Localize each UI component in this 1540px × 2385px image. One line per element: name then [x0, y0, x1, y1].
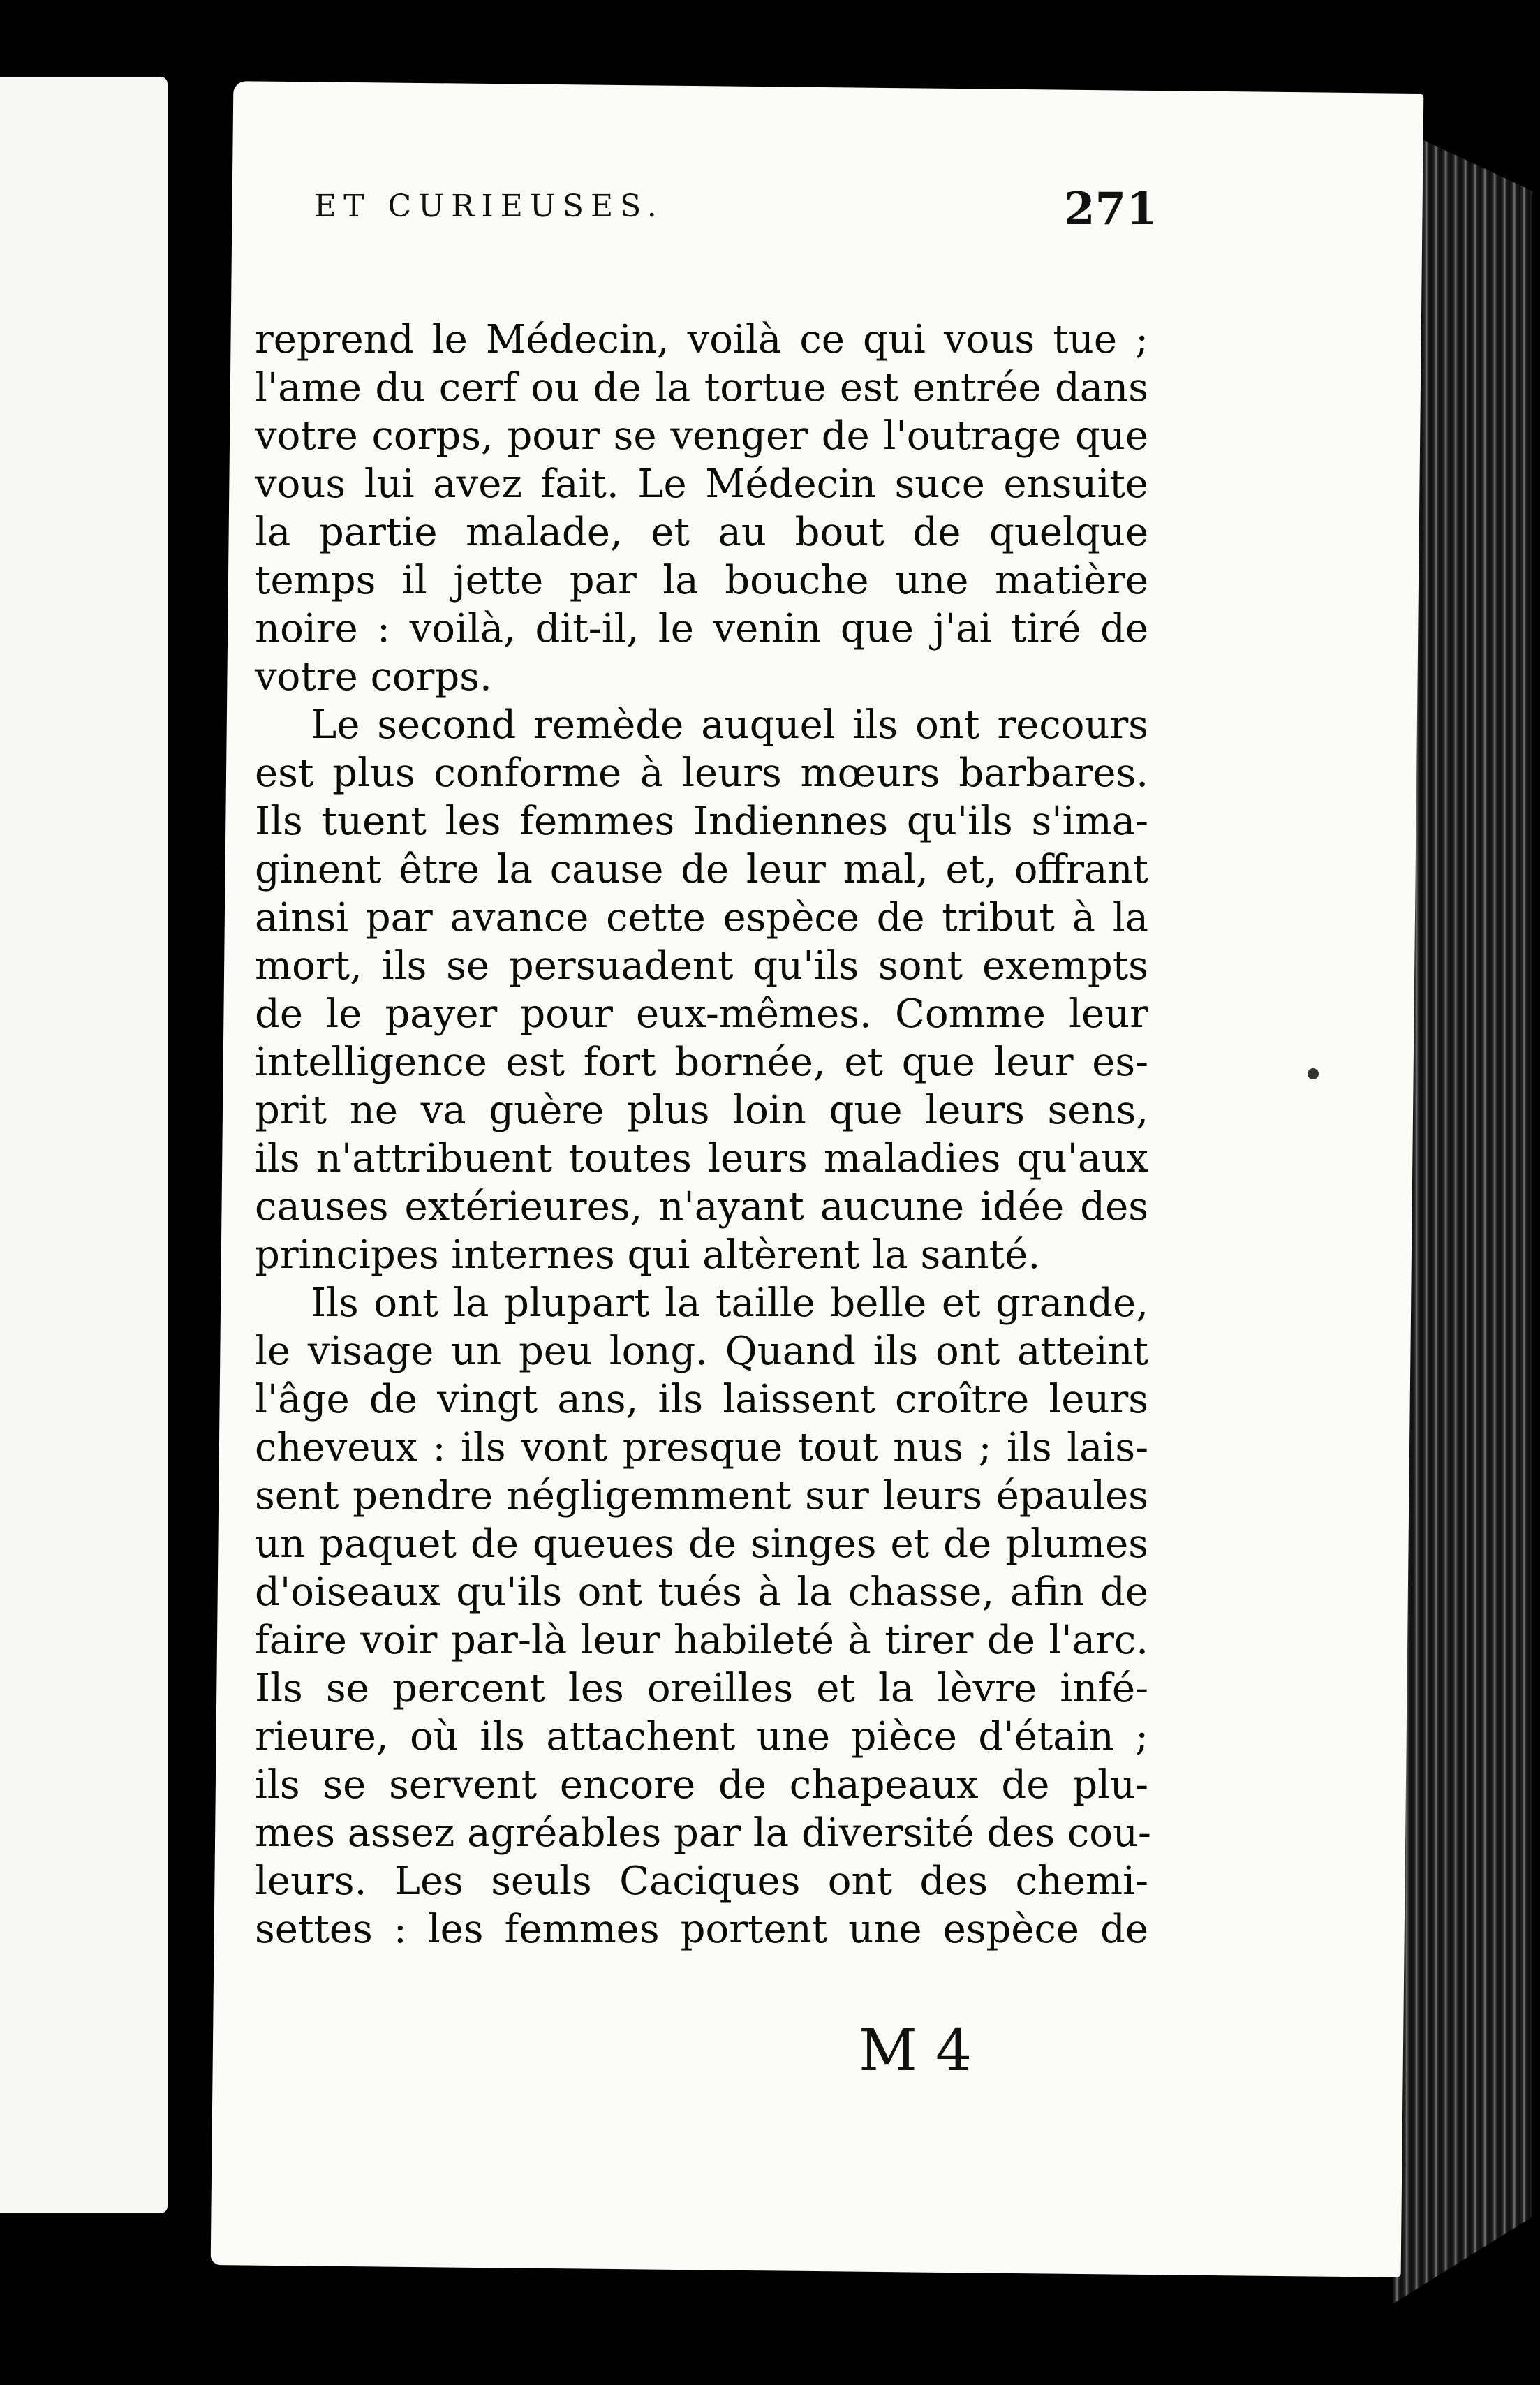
- text-line: causes extérieures, n'ayant aucune idée des: [255, 1184, 1148, 1230]
- ink-speck: [1308, 1068, 1319, 1079]
- text-line: ils se servent encore de chapeaux de plu-: [255, 1762, 1148, 1808]
- text-line: principes internes qui altèrent la santé.: [255, 1232, 1041, 1278]
- text-line: vous lui avez fait. Le Médecin suce ensuite: [255, 462, 1148, 507]
- left-page: [0, 77, 168, 2213]
- running-head: ET CURIEUSES.: [314, 189, 664, 224]
- text-line: temps il jette par la bouche une matière: [255, 558, 1148, 603]
- page-number: 271: [1064, 183, 1157, 235]
- text-line: faire voir par-là leur habileté à tirer de l'arc.: [255, 1618, 1148, 1663]
- signature-mark: M 4: [859, 2018, 972, 2084]
- text-line: settes : les femmes portent une espèce de: [255, 1907, 1148, 1952]
- text-line: la partie malade, et au bout de quelque: [255, 510, 1148, 555]
- text-line: leurs. Les seuls Caciques ont des chemi-: [255, 1859, 1148, 1904]
- text-line: mort, ils se persuadent qu'ils sont exempts: [255, 943, 1148, 989]
- text-line: l'âge de vingt ans, ils laissent croître leurs: [255, 1377, 1148, 1422]
- text-line: ginent être la cause de leur mal, et, offrant: [255, 847, 1148, 892]
- body-text: [255, 316, 1151, 1954]
- text-line: mes assez agréables par la diversité des cou-: [255, 1810, 1151, 1856]
- text-line: rieure, où ils attachent une pièce d'étain ;: [255, 1714, 1148, 1759]
- text-line: ils n'attribuent toutes leurs maladies qu'aux: [255, 1136, 1148, 1181]
- text-line: sent pendre négligemment sur leurs épaules: [255, 1473, 1148, 1519]
- text-line: prit ne va guère plus loin que leurs sens,: [255, 1088, 1148, 1133]
- text-line: le visage un peu long. Quand ils ont atteint: [255, 1329, 1148, 1374]
- text-line: Ils tuent les femmes Indiennes qu'ils s'ima-: [255, 799, 1148, 844]
- text-line: votre corps, pour se venger de l'outrage que: [255, 413, 1148, 459]
- text-line: Ils ont la plupart la taille belle et grande,: [311, 1280, 1148, 1326]
- text-line: de le payer pour eux-mêmes. Comme leur: [255, 991, 1148, 1037]
- text-line: noire : voilà, dit-il, le venin que j'ai tiré de: [255, 606, 1148, 651]
- text-line: Ils se percent les oreilles et la lèvre infé-: [255, 1666, 1148, 1711]
- text-line: est plus conforme à leurs mœurs barbares.: [255, 751, 1148, 796]
- text-line: l'ame du cerf ou de la tortue est entrée dans: [255, 365, 1148, 411]
- text-line: cheveux : ils vont presque tout nus ; ils lais-: [255, 1425, 1148, 1470]
- text-line: Le second remède auquel ils ont recours: [311, 702, 1148, 748]
- text-line: un paquet de queues de singes et de plumes: [255, 1521, 1148, 1567]
- text-line: d'oiseaux qu'ils ont tués à la chasse, afin de: [255, 1570, 1148, 1615]
- text-line: reprend le Médecin, voilà ce qui vous tue ;: [255, 317, 1148, 362]
- text-line: votre corps.: [255, 654, 492, 700]
- text-line: ainsi par avance cette espèce de tribut à la: [255, 895, 1148, 940]
- text-line: intelligence est fort bornée, et que leur es-: [255, 1040, 1148, 1085]
